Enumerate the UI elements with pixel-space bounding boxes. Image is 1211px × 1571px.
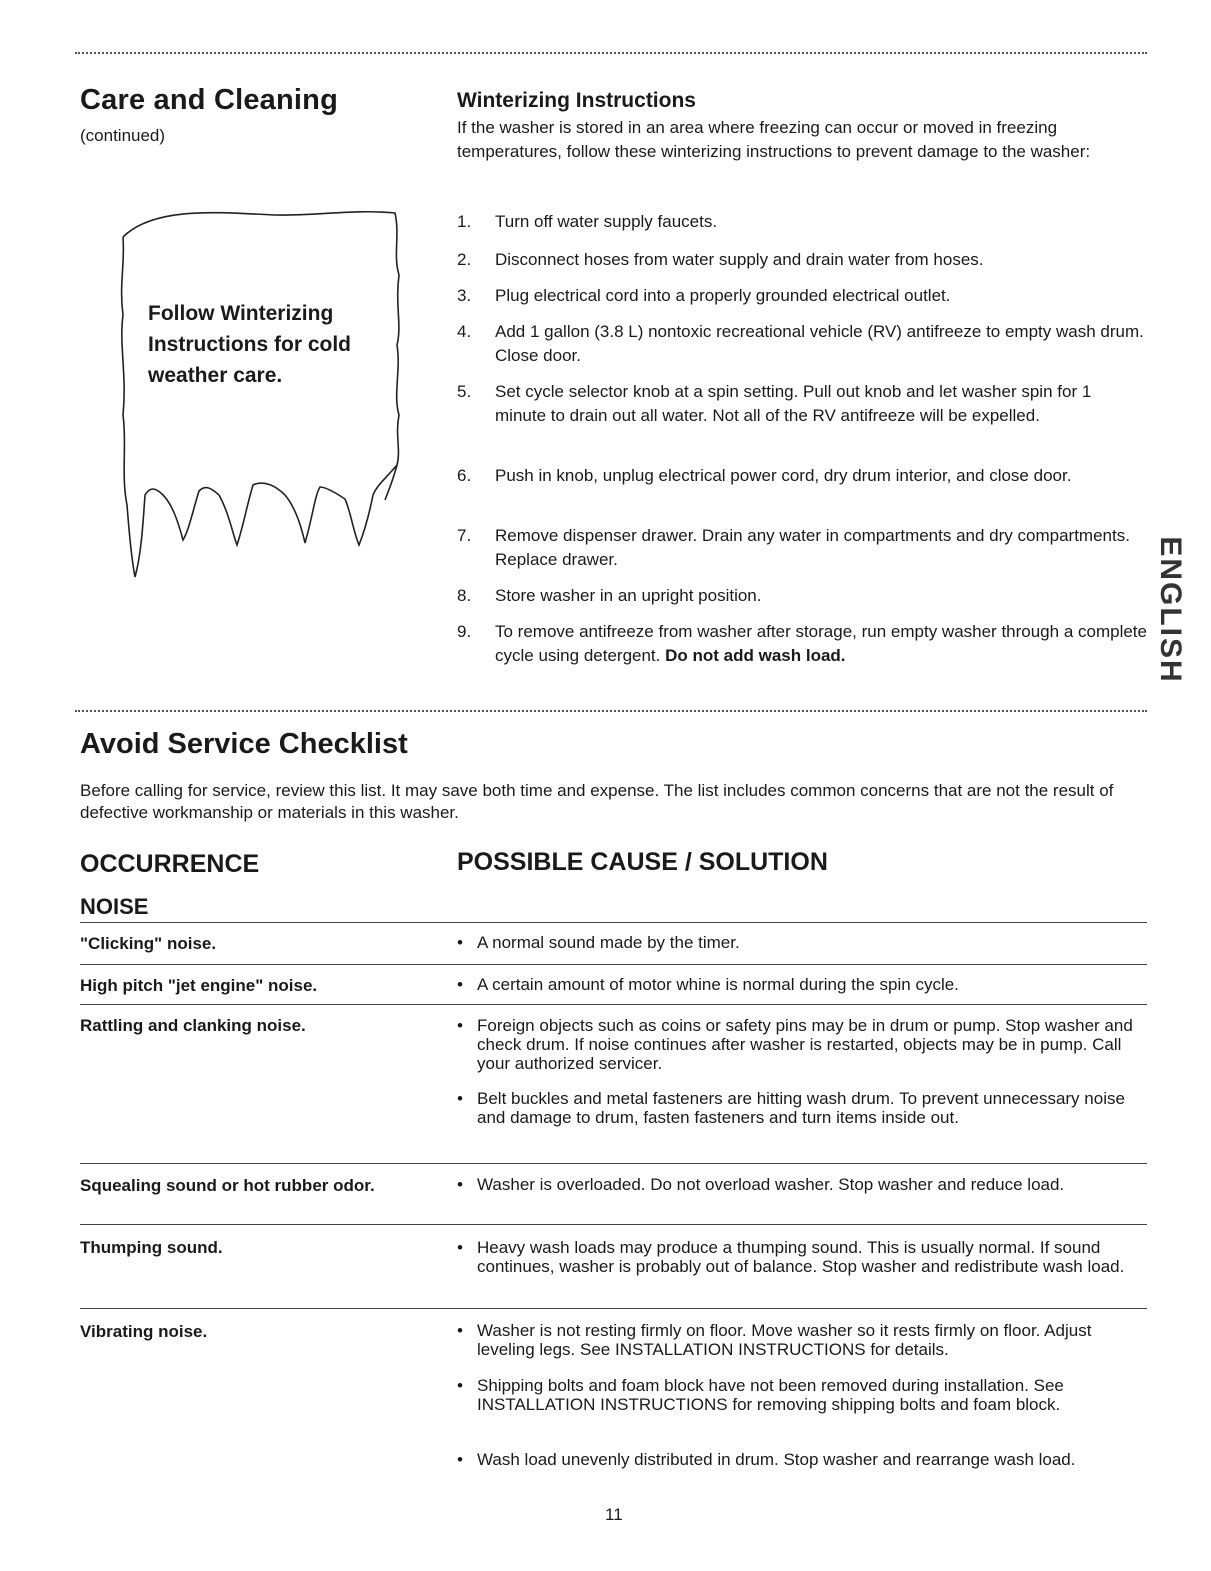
bullet-icon: • — [457, 1089, 463, 1108]
checklist-intro: Before calling for service, review this list. It may save both time and expense. The list includes common concerns that are not the result of defective workmanship or materials in this washer. — [80, 781, 1114, 822]
winterizing-step — [457, 248, 1147, 272]
bullet-icon: • — [457, 1321, 463, 1340]
winterizing-step — [457, 584, 1147, 608]
solution-text: A normal sound made by the timer. — [477, 933, 740, 952]
step-text: Set cycle selector knob at a spin setting. Pull out knob and let washer spin for 1 minute to drain out all water. Not all of the RV antifreeze will be expelled. — [495, 382, 1092, 425]
solution-item — [457, 1321, 1147, 1359]
winterizing-step — [457, 380, 1147, 452]
step-text: To remove antifreeze from washer after storage, run empty washer through a complete cycle using detergent. — [495, 622, 1147, 665]
top-divider — [75, 52, 1147, 54]
step-text: Disconnect hoses from water supply and drain water from hoses. — [495, 250, 984, 269]
bullet-icon: • — [457, 975, 463, 994]
care-continued: (continued) — [80, 126, 166, 145]
winterizing-step — [457, 620, 1147, 668]
solution-text: Wash load unevenly distributed in drum. Stop washer and rearrange wash load. — [477, 1450, 1076, 1469]
section-divider — [75, 710, 1147, 712]
winterizing-step — [457, 210, 1147, 234]
step-number: 6. — [457, 466, 472, 485]
row-divider — [80, 1308, 1147, 1309]
category-noise-heading: NOISE — [80, 894, 149, 919]
solution-column-header: POSSIBLE CAUSE / SOLUTION — [457, 848, 828, 876]
winterizing-step — [457, 464, 1147, 512]
solution-text: Belt buckles and metal fasteners are hitting wash drum. To prevent unnecessary noise and damage to drum, fasten fasteners and turn items inside out. — [477, 1089, 1125, 1127]
winterizing-step — [457, 320, 1147, 368]
sign-text: Follow Winterizing Instructions for cold weather care. — [148, 302, 352, 387]
winterizing-intro: If the washer is stored in an area where freezing can occur or moved in freezing temperatures, follow these winterizing instructions to prevent damage to the washer: — [457, 118, 1091, 161]
row-divider — [80, 922, 1147, 923]
solution-text: Washer is not resting firmly on floor. Move washer so it rests firmly on floor. Adjust leveling legs. See INSTALLATION INSTRUCTIONS for details. — [477, 1321, 1092, 1359]
occurrence-label: Squealing sound or hot rubber odor. — [80, 1176, 375, 1195]
step-text: Store washer in an upright position. — [495, 586, 762, 605]
solution-item — [457, 1175, 1147, 1213]
language-tab-label: ENGLISH — [1154, 536, 1187, 684]
step-number: 4. — [457, 322, 472, 341]
step-number: 2. — [457, 250, 472, 269]
row-divider — [80, 1163, 1147, 1164]
occurrence-label: Thumping sound. — [80, 1238, 223, 1257]
step-text: Turn off water supply faucets. — [495, 212, 718, 231]
language-tab — [1148, 536, 1192, 684]
step-text: Plug electrical cord into a properly grounded electrical outlet. — [495, 286, 951, 305]
winterizing-title: Winterizing Instructions — [457, 89, 696, 112]
bullet-icon: • — [457, 1016, 463, 1035]
occurrence-label: High pitch "jet engine" noise. — [80, 976, 318, 995]
solution-item — [457, 1016, 1147, 1073]
winterizing-step — [457, 524, 1147, 572]
occurrence-label: Vibrating noise. — [80, 1322, 208, 1341]
solution-text: Shipping bolts and foam block have not been removed during installation. See INSTALLATION INSTRUCTIONS for removing shipping bolts and foam block. — [477, 1376, 1064, 1414]
step-number: 9. — [457, 622, 472, 641]
care-title: Care and Cleaning — [80, 84, 339, 116]
occurrence-column-header: OCCURRENCE — [80, 850, 260, 878]
step-number: 1. — [457, 212, 472, 231]
step-text: Add 1 gallon (3.8 L) nontoxic recreational vehicle (RV) antifreeze to empty wash drum. Close door. — [495, 322, 1144, 365]
solution-text: Washer is overloaded. Do not overload washer. Stop washer and reduce load. — [477, 1175, 1065, 1194]
step-text: Remove dispenser drawer. Drain any water in compartments and dry compartments. Replace drawer. — [495, 526, 1130, 569]
winterizing-step — [457, 284, 1147, 308]
bullet-icon: • — [457, 933, 463, 952]
bullet-icon: • — [457, 1376, 463, 1395]
page-number: 11 — [605, 1505, 623, 1524]
step-number: 7. — [457, 526, 472, 545]
bullet-icon: • — [457, 1450, 463, 1469]
row-divider — [80, 964, 1147, 965]
row-divider — [80, 1004, 1147, 1005]
checklist-title: Avoid Service Checklist — [80, 728, 408, 760]
solution-item — [457, 933, 1147, 952]
solution-text: Foreign objects such as coins or safety pins may be in drum or pump. Stop washer and check drum. If noise continues after washer is restarted, objects may be in pump. Call your authorized servicer. — [477, 1016, 1133, 1073]
step-text: Push in knob, unplug electrical power cord, dry drum interior, and close door. — [495, 466, 1072, 485]
solution-text: A certain amount of motor whine is normal during the spin cycle. — [477, 975, 959, 994]
solution-item — [457, 975, 1147, 994]
step-number: 8. — [457, 586, 472, 605]
solution-item — [457, 1089, 1147, 1146]
step-bold-warning: Do not add wash load. — [665, 646, 846, 665]
solution-item — [457, 1238, 1147, 1295]
occurrence-label: Rattling and clanking noise. — [80, 1016, 306, 1035]
step-number: 3. — [457, 286, 472, 305]
occurrence-label: "Clicking" noise. — [80, 934, 217, 953]
bullet-icon: • — [457, 1238, 463, 1257]
solution-text: Heavy wash loads may produce a thumping sound. This is usually normal. If sound continues, washer is probably out of balance. Stop washer and redistribute wash load. — [477, 1238, 1125, 1276]
step-number: 5. — [457, 382, 472, 401]
row-divider — [80, 1224, 1147, 1225]
solution-item — [457, 1376, 1147, 1433]
solution-item — [457, 1450, 1147, 1488]
bullet-icon: • — [457, 1175, 463, 1194]
icicle-sign-illustration — [115, 195, 405, 605]
